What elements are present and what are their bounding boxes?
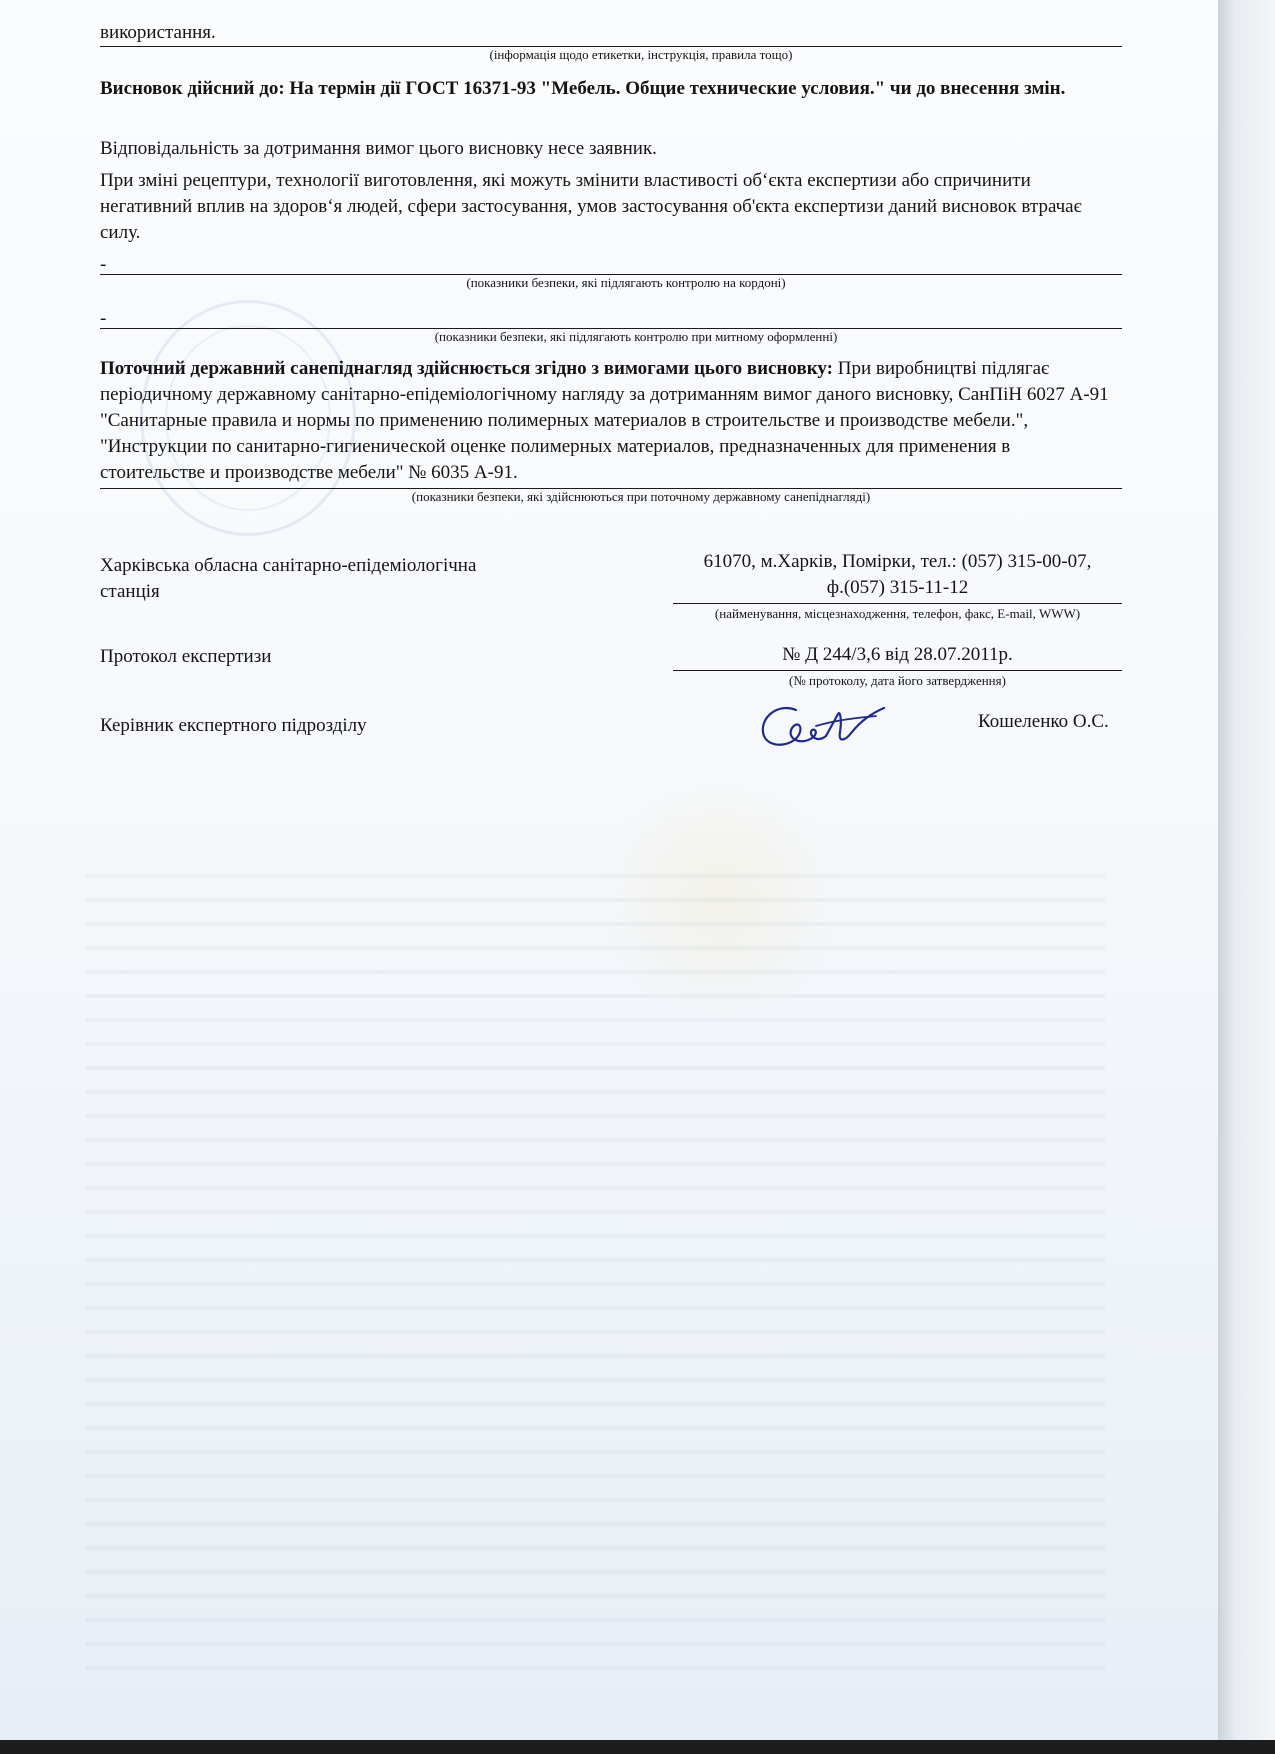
station-address-block	[673, 549, 1122, 622]
supervision-line	[100, 356, 1122, 489]
continuation-line	[100, 20, 1122, 47]
border-control-line	[100, 252, 1122, 275]
protocol-caption: (№ протоколу, дата його затвердження)	[789, 673, 1006, 688]
reverse-side-bleedthrough	[85, 860, 1105, 1680]
customs-control-caption: (показники безпеки, які підлягають контролю при митному оформленні)	[434, 329, 838, 344]
supervision-block	[100, 356, 1122, 505]
head-label: Керівник експертного підрозділу	[100, 715, 367, 736]
protocol-label: Протокол експертизи	[100, 646, 272, 667]
scan-bottom-edge	[0, 1740, 1275, 1754]
labeling-block	[100, 20, 1122, 63]
protocol-value: № Д 244/3,6 від 28.07.2011р.	[673, 642, 1122, 671]
continuation-text: використання.	[100, 22, 216, 43]
head-name: Кошеленко О.С.	[978, 711, 1109, 732]
supervision-label: Поточний державний санепіднагляд здійснюється згідно з вимогами цього висновку:	[100, 358, 833, 379]
station-address-line1: 61070, м.Харків, Помірки, тел.: (057) 315-00-07,	[703, 551, 1092, 572]
customs-control-line	[100, 306, 1122, 329]
station-address-line2: ф.(057) 315-11-12	[826, 577, 969, 598]
customs-control-value: -	[100, 308, 107, 329]
signature	[756, 692, 896, 762]
supervision-text: При виробництві підлягає періодичному державному санітарно-епідеміологічному нагляду за дотриманням вимог даного висновку, СанПіН 6027 А-91 "Санитарные правила и нормы по применению полимерных материалов в строительстве и производстве мебели.", "Инструкции по санитарно-гигиенической оценке полимерных материалов, предназначенных для применения в стоительстве и производстве мебели" № 6035 А-91.	[100, 358, 1109, 483]
validity-statement: Висновок дійсний до: На термін дії ГОСТ 16371-93 "Мебель. Общие технические условия." чи до внесення змін.	[100, 78, 1066, 99]
border-control-block	[100, 252, 1122, 291]
protocol-block	[673, 642, 1122, 689]
supervision-caption: (показники безпеки, які здійснюються при поточному державному санепіднагляді)	[411, 489, 871, 504]
change-clause: При зміні рецептури, технології виготовлення, які можуть змінити властивості об‘єкта експертизи або спричинити негативний вплив на здоров‘я людей, сфери застосування, умов застосування об'єкта експертизи даний висновок втрачає силу.	[100, 170, 1082, 243]
border-control-value: -	[100, 254, 107, 275]
supervision-paragraph	[100, 356, 1110, 486]
border-control-caption: (показники безпеки, які підлягають контролю на кордоні)	[466, 275, 786, 290]
customs-control-block	[100, 306, 1122, 345]
responsibility-statement: Відповідальність за дотримання вимог цього висновку несе заявник.	[100, 138, 657, 159]
station-address-line	[673, 549, 1122, 604]
scan-edge-shadow	[1218, 0, 1275, 1754]
station-name: Харківська обласна санітарно-епідеміологічна станція	[100, 555, 477, 602]
station-caption: (найменування, місцезнаходження, телефон, факс, E-mail, WWW)	[714, 606, 1081, 621]
labeling-caption: (інформація щодо етикетки, інструкція, правила тощо)	[489, 47, 793, 62]
